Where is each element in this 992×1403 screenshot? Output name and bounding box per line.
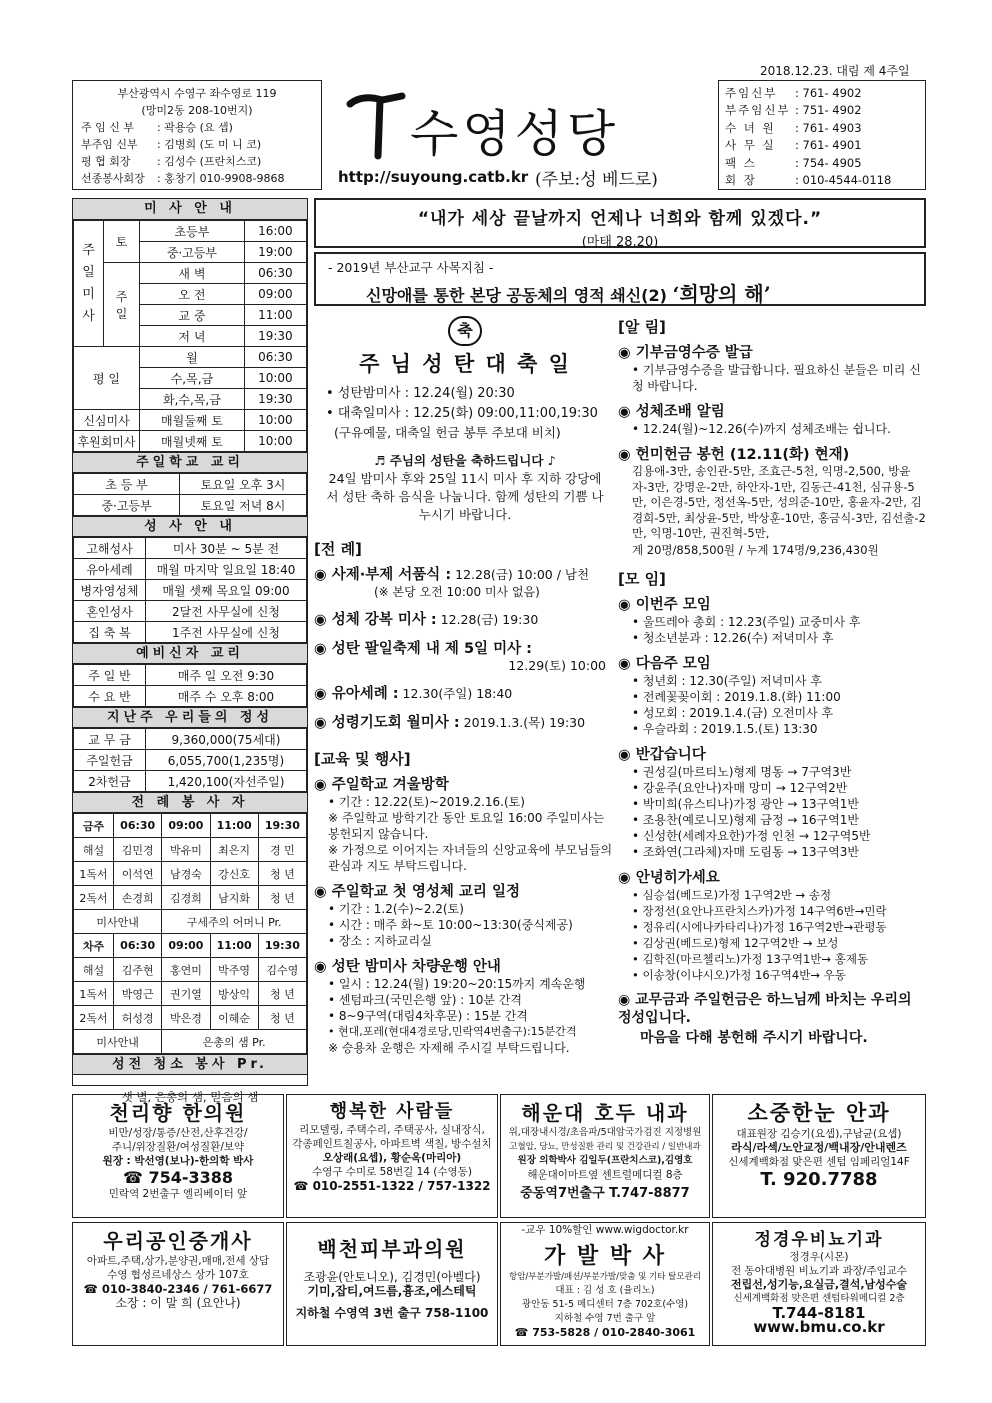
mass-cell: 16:00 (244, 221, 306, 242)
ad-line: 정경우(시몬) (789, 1251, 849, 1263)
first-communion-line: • 시간 : 매주 화~토 10:00~13:30(중식제공) (328, 918, 573, 932)
ad-title: 백천피부과의원 (317, 1237, 467, 1261)
meeting-line: • 우슬라회 : 2019.1.5.(토) 13:30 (632, 721, 818, 736)
table-cell: 김민경 (114, 838, 162, 862)
table-cell: 2차헌금 (74, 771, 146, 792)
farewell-line: • 장정선(요안나프란치스카)가정 14구역6반→민락 (632, 903, 887, 918)
table-cell: 해설 (74, 958, 114, 982)
notice-baptism: ◉ 유아세례 : 12.30(주일) 18:40 (314, 686, 513, 702)
ad-phone: 지하철 수영역 3번 출구 758-1100 (295, 1306, 489, 1320)
welcome-line: • 강윤주(요안나)자매 망미 → 12구역2반 (632, 780, 848, 795)
contact-box (718, 80, 926, 190)
donation-total: 계 20명/858,500원 / 누계 174명/9,236,430원 (632, 542, 879, 557)
ad-phone: T.744-8181 www.bmu.co.kr (753, 1304, 885, 1336)
table-cell: 11:00 (210, 814, 258, 838)
farewell-line: • 김상권(베드로)형제 12구역2반 → 보성 (632, 935, 839, 950)
farewell-line: • 정유리(시에나카타리나)가정 16구역2반→관평동 (632, 919, 887, 934)
mass-cell: 중·고등부 (140, 242, 245, 263)
ad-line: 라식/라섹/노안교정/백내장/안내렌즈 (731, 1141, 907, 1154)
table-cell: 주 일 반 (74, 665, 146, 686)
ad-line: 각종페인트칠공사, 아파트벽 색칠, 방수설치 (292, 1138, 492, 1150)
meeting-line: • 청년회 : 12.30(주일) 저녁미사 후 (632, 673, 822, 688)
mass-cell: 월 (140, 347, 245, 368)
ad-line: 해운대이마트옆 센트럴메디컬 8층 (527, 1169, 683, 1181)
farewell-line: • 이송창(이냐시오)가정 16구역4반→ 우동 (632, 967, 846, 982)
contact-row: 수 녀 원 : 761- 4903 (725, 120, 862, 135)
shuttle-line: • 일시 : 12.24(월) 19:20~20:15까지 계속운행 (328, 977, 586, 991)
receipt-line: • 기부금영수증을 발급합니다. 필요하신 분들은 미리 신청 바랍니다. (632, 363, 921, 393)
table-cell: 매월 셋째 목요일 09:00 (146, 580, 307, 601)
notices-title: [알 림] (618, 318, 666, 336)
table-cell: 청 년 (258, 1006, 306, 1030)
table-cell: 2달전 사무실에 신청 (146, 601, 307, 622)
notice-ordination: ◉ 사제·부제 서품식 : 12.28(금) 10:00 / 남천 (314, 567, 590, 583)
winter-break-line: ※ 가정으로 이어지는 자녀들의 신앙교육에 부모님들의 관심과 지도 부탁드립니다. (328, 843, 613, 873)
meeting-line: • 청소년분과 : 12.26(수) 저녁미사 후 (632, 630, 834, 645)
mass-cell: 10:00 (244, 410, 306, 431)
sun-label: 주 일 (104, 263, 140, 347)
table-cell: 11:00 (210, 934, 258, 958)
offering-table (73, 728, 307, 792)
ad-line: -교우 10%할인 www.wigdoctor.kr (521, 1224, 689, 1236)
offering-title: 지난주 우리들의 정성 (73, 707, 307, 728)
ad-line: 신세계백화점 맞은편 센텀 임페리얼14F (728, 1156, 910, 1168)
table-cell: 1주전 사무실에 신청 (146, 622, 307, 643)
mass-cell: 오 전 (140, 284, 245, 305)
pastoral-guideline-box (314, 252, 926, 306)
ad-title: 행복한 사람들 (329, 1101, 455, 1122)
christmas-title: 주 님 성 탄 대 축 일 (359, 352, 571, 376)
ad-dermatology (286, 1222, 498, 1346)
ad-line: 주니/위장질환/여성질환/보약 (111, 1141, 245, 1153)
sunday-mass-label: 주 일 미 사 (74, 221, 104, 347)
ad-line: 대표원장 김승기(요셉),구남균(요셉) (736, 1128, 902, 1140)
donation-list: 김용애-3만, 송인관-5만, 조효근-5천, 익명-2,500, 방윤자-3만, 강명운-2만, 하안자-1만, 김동근-41천, 심규용-5만, 이은경-5만, 정선옥-5만, 성의준-10만, 홍윤자-2만, 김경희-5만, 최상윤-5만, 박상훈-10만, 홍금식-3만, 김선출-2만, 익명-10만, 권진혁-5만, (632, 464, 926, 540)
table-cell: 19:30 (258, 934, 306, 958)
address-line-2: (망미2동 208-10번지) (141, 104, 253, 117)
ad-phone: 중동역7번출구 T.747-8877 (520, 1186, 690, 1201)
table-cell: 청 년 (258, 862, 306, 886)
ad-line: 원장 의학박사 김일두(프란치스코),김영호 (517, 1155, 693, 1166)
ad-line: 수영구 수미로 58번길 14 (수영동) (312, 1166, 472, 1178)
ad-phone: ☎ 754-3388 (122, 1168, 234, 1187)
welcome-line: • 조용찬(예로니모)형제 금정 → 16구역1반 (632, 812, 859, 827)
table-cell: 차주 (74, 934, 114, 958)
ad-line: 기미,잡티,여드름,흉조,에스테틱 (307, 1284, 477, 1298)
shuttle-line: • 현대,포레(현대4경로당,민락역4번출구):15분간격 (328, 1025, 577, 1038)
catechumen-table (73, 664, 307, 707)
christmas-music-text: 24일 밤미사 후와 25일 11시 미사 후 지하 강당에서 성탄 축하 음식을 나눕니다. 함께 성탄의 기쁨 나누시기 바랍니다. (326, 471, 604, 522)
welcome-line: • 박미희(유스티나)가정 광안 → 13구역1반 (632, 796, 859, 811)
table-cell: 유아세례 (74, 559, 146, 580)
column-b (618, 314, 926, 1047)
sacraments-title: 성 사 안 내 (73, 516, 307, 537)
table-cell: 박주영 (210, 958, 258, 982)
ad-line: 위,대장내시경/초음파/5대암국가검진 지정병원 (508, 1127, 702, 1138)
table-cell: 박영근 (114, 982, 162, 1006)
mass-cell: 19:30 (244, 326, 306, 347)
ad-korean-medicine (72, 1094, 284, 1218)
table-cell: 토요일 오후 3시 (180, 474, 307, 495)
table-cell: 경 민 (258, 838, 306, 862)
scripture-quote: “내가 세상 끝날까지 언제나 너희와 함께 있겠다.” (417, 209, 823, 229)
table-cell: 1독서 (74, 982, 114, 1006)
winter-break-label: ◉ 주일학교 겨울방학 (314, 777, 449, 793)
contact-row: 부주임신부 : 751- 4902 (725, 103, 862, 118)
next-week-meetings-label: ◉ 다음주 모임 (618, 655, 711, 672)
ad-title: 천리향 한의원 (109, 1101, 247, 1125)
mass-cell: 초등부 (140, 221, 245, 242)
christmas-music-title: ♬ 주님의 성탄을 축하드립니다 ♪ (374, 453, 556, 468)
liturgy-notice-title: [전 례] (314, 540, 362, 558)
contact-row: 사 무 실 : 761- 4901 (725, 138, 862, 153)
mass-cell: 11:00 (244, 305, 306, 326)
first-communion-label: ◉ 주일학교 첫 영성체 교리 일정 (314, 884, 520, 900)
table-cell: 09:00 (162, 814, 210, 838)
ad-internal-medicine (500, 1094, 710, 1218)
notice-octave-sub: 12.29(토) 10:00 (508, 658, 606, 673)
parish-logo-area (330, 80, 716, 192)
table-cell: 청 년 (258, 982, 306, 1006)
ad-line: 전립선,성기능,요실금,결석,남성수술 (730, 1278, 908, 1291)
table-cell: 손경희 (114, 886, 162, 910)
sunday-school-table (73, 473, 307, 516)
ad-line: 대표 : 김 성 호 (율리노) (555, 1285, 655, 1296)
table-cell: 남경숙 (162, 862, 210, 886)
ad-real-estate (72, 1222, 284, 1346)
table-cell: 집 축 복 (74, 622, 146, 643)
table-cell: 1,420,100(자선주일) (146, 771, 307, 792)
table-cell: 혼인성사 (74, 601, 146, 622)
offering-message: ◉ 교무금과 주일헌금은 하느님께 바치는 우리의 정성입니다. (618, 991, 912, 1026)
left-column (72, 198, 308, 1104)
shuttle-label: ◉ 성탄 밤미사 차량운행 안내 (314, 959, 501, 975)
contact-row: 팩 스 : 754- 4905 (725, 155, 862, 170)
staff-row: 부주임 신부 : 김병희 (도 미 니 코) (81, 138, 262, 151)
farewell-label: ◉ 안녕히가세요 (618, 869, 720, 886)
notice-holy-spirit: ◉ 성령기도회 월미사 : 2019.1.3.(목) 19:30 (314, 715, 586, 731)
table-cell: 은총의 샘 Pr. (162, 1030, 307, 1054)
table-cell: 병자영성체 (74, 580, 146, 601)
ad-line: 지하철 수영 7번 출구 앞 (554, 1313, 656, 1324)
ad-title: 가 발 박 사 (544, 1243, 666, 1269)
table-cell: 중·고등부 (74, 495, 180, 516)
table-cell: 2독서 (74, 1006, 114, 1030)
table-cell: 청 년 (258, 886, 306, 910)
table-cell: 박은경 (162, 1006, 210, 1030)
pastoral-year: - 2019년 부산교구 사목지침 - (328, 260, 494, 275)
ad-line: 비만/성장/통증/산전,산후건강/ (108, 1127, 248, 1139)
table-cell: 매주 일 오전 9:30 (146, 665, 307, 686)
christmas-mass-2: • 대축일미사 : 12.25(화) 09:00,11:00,19:30 (326, 406, 598, 421)
welcome-label: ◉ 반갑습니다 (618, 746, 706, 763)
table-cell: 19:30 (258, 814, 306, 838)
ad-line: 전 동아대병원 비뇨기과 과장/주임교수 (731, 1265, 907, 1277)
table-cell: 허성경 (114, 1006, 162, 1030)
table-cell: 06:30 (114, 814, 162, 838)
mass-cell: 10:00 (244, 368, 306, 389)
this-week-meetings-label: ◉ 이번주 모임 (618, 596, 711, 613)
table-cell: 매주 수 오후 8:00 (146, 686, 307, 707)
table-cell: 강신호 (210, 862, 258, 886)
mass-cell: 매월둘째 토 (140, 410, 245, 431)
table-cell: 토요일 저녁 8시 (180, 495, 307, 516)
shuttle-line: ※ 승용차 운행은 자제해 주시길 부탁드립니다. (328, 1041, 570, 1055)
mass-table (73, 220, 307, 452)
liturgy-title: 전 례 봉 사 자 (73, 792, 307, 813)
logo-text: 수영성당 (410, 105, 620, 163)
notice-ordination-sub: (※ 본당 오전 10:00 미사 없음) (374, 585, 540, 599)
shuttle-line: • 센텀파크(국민은행 앞) : 10분 간격 (328, 993, 522, 1007)
mass-cell: 저 녁 (140, 326, 245, 347)
table-cell: 09:00 (162, 934, 210, 958)
mass-cell: 10:00 (244, 431, 306, 452)
mass-cell: 매월넷째 토 (140, 431, 245, 452)
table-cell: 미사안내 (74, 910, 162, 934)
table-cell: 이혜순 (210, 1006, 258, 1030)
table-cell: 구세주의 어머니 Pr. (162, 910, 307, 934)
ad-eye-clinic (712, 1094, 926, 1218)
table-cell: 06:30 (114, 934, 162, 958)
mass-cell: 화,수,목,금 (140, 389, 245, 410)
christmas-badge (314, 316, 616, 346)
table-cell: 해설 (74, 838, 114, 862)
ad-line: 소장 : 이 말 희 (요안나) (115, 1296, 241, 1310)
mass-cell: 09:00 (244, 284, 306, 305)
sacraments-table (73, 537, 307, 643)
table-cell: 초 등 부 (74, 474, 180, 495)
farewell-line: • 심승섭(베드로)가정 1구역2반 → 송정 (632, 887, 832, 902)
table-cell: 교 무 금 (74, 729, 146, 750)
ad-remodeling (286, 1094, 498, 1218)
table-cell: 미사안내 (74, 1030, 162, 1054)
ad-line: 아파트,주택,상가,분양권,매매,전세 상담 (86, 1255, 270, 1267)
table-cell: 6,055,700(1,235명) (146, 750, 307, 771)
meetings-title: [모 임] (618, 569, 666, 588)
ad-title: 소중한눈 안과 (747, 1100, 891, 1125)
liturgy-this-week-table (73, 813, 307, 1054)
notice-benediction: ◉ 성체 강복 미사 : 12.28(금) 19:30 (314, 612, 539, 628)
table-cell: 이석연 (114, 862, 162, 886)
table-cell: 2독서 (74, 886, 114, 910)
patron-saint: (주보:성 베드로) (535, 170, 658, 190)
welcome-line: • 권성길(마르티노)형제 명동 → 7구역3반 (632, 764, 852, 779)
ad-phone: ☎ 753-5828 / 010-2840-3061 (514, 1326, 696, 1339)
table-cell: 미사 30분 ~ 5분 전 (146, 538, 307, 559)
mass-cell: 06:30 (244, 347, 306, 368)
mass-cell: 06:30 (244, 263, 306, 284)
table-cell: 김주현 (114, 958, 162, 982)
table-cell: 주일헌금 (74, 750, 146, 771)
staff-row: 주 임 신 부 : 곽용승 (요 셉) (81, 121, 233, 134)
table-cell: 최은지 (210, 838, 258, 862)
welcome-line: • 신성한(세례자요한)가정 인천 → 12구역5반 (632, 828, 871, 843)
welcome-line: • 조화연(그라체)자매 도림동 → 13구역3반 (632, 844, 859, 859)
adoration-line: • 12.24(월)~12.26(수)까지 성체조배는 쉽니다. (632, 422, 891, 436)
staff-row: 평 협 회장 : 김성수 (프란치스코) (81, 155, 262, 168)
staff-row: 선종봉사회장 : 홍창기 010-9908-9868 (81, 172, 285, 185)
ad-line: 신세계백화점 맞은편 센텀타워메디컬 2층 (733, 1293, 905, 1304)
pastoral-theme: 신망애를 통한 본당 공동체의 영적 쇄신(2) ‘희망의 해’ (366, 282, 771, 306)
ad-line: 민락역 2번출구 엘리베이터 앞 (108, 1188, 248, 1200)
table-cell: 방상익 (210, 982, 258, 1006)
mass-cell: 수,목,금 (140, 368, 245, 389)
education-title: [교육 및 행사] (314, 750, 411, 768)
ad-title: 우리공인중개사 (103, 1229, 253, 1253)
parish-info-box (72, 80, 322, 190)
mass-cell: 19:30 (244, 389, 306, 410)
ad-wig-shop (500, 1222, 710, 1346)
table-cell: 매월 마지막 일요일 18:40 (146, 559, 307, 580)
notice-octave: ◉ 성탄 팔일축제 내 제 5일 미사 : (314, 641, 532, 657)
mass-cell: 신심미사 (74, 410, 140, 431)
website-link[interactable]: http://suyoung.catb.kr (338, 168, 529, 186)
donation-label: ◉ 헌미헌금 봉헌 (12.11(화) 현재) (618, 447, 850, 463)
cleaning-groups: 샛 별, 은총의 샘, 믿음의 샘 (121, 1090, 259, 1104)
table-cell: 9,360,000(75세대) (146, 729, 307, 750)
table-cell: 고해성사 (74, 538, 146, 559)
meeting-line: • 성모회 : 2019.1.4.(금) 오전미사 후 (632, 705, 834, 720)
scripture-reference: (마태 28,20) (581, 235, 659, 250)
ad-line: 항암/부분가발/패션/부분가발/맞춤 및 기타 탈모관리 (509, 1272, 701, 1282)
table-cell: 1독서 (74, 862, 114, 886)
ad-phone: T. 920.7788 (760, 1169, 878, 1190)
ad-phone: ☎ 010-2551-1322 / 757-1322 (293, 1179, 491, 1193)
ad-line: 광안동 51-5 메디센터 7층 702호(수영) (521, 1299, 689, 1310)
issue-date: 2018.12.23. 대림 제 4주일 (760, 64, 910, 78)
first-communion-line: • 기간 : 1.2(수)~2.2(토) (328, 902, 464, 916)
ad-line: 원장 : 박선영(보나)-한의학 박사 (102, 1155, 254, 1167)
table-cell: 권기열 (162, 982, 210, 1006)
table-cell: 김수영 (258, 958, 306, 982)
mass-cell: 후원회미사 (74, 431, 140, 452)
meeting-line: • 울뜨레아 총회 : 12.23(주일) 교중미사 후 (632, 614, 861, 629)
address-line-1: 부산광역시 수영구 좌수영로 119 (117, 87, 277, 100)
first-communion-line: • 장소 : 지하교리실 (328, 934, 432, 948)
sat-label: 토 (104, 221, 140, 263)
shuttle-line: • 8~9구역(대림4차후문) : 15분 간격 (328, 1009, 528, 1023)
farewell-line: • 김학진(마르첼리노)가정 13구역1반→ 홍제동 (632, 951, 869, 966)
ad-line: 오상래(요셉), 황순옥(마리아) (322, 1152, 462, 1164)
weekday-label: 평 일 (74, 347, 140, 410)
mass-title: 미 사 안 내 (73, 199, 307, 220)
ad-urology (712, 1222, 926, 1346)
column-a (314, 314, 616, 1056)
catechumen-title: 예비신자 교리 (73, 643, 307, 664)
mass-cell: 새 벽 (140, 263, 245, 284)
celebration-icon: 축 (448, 316, 482, 346)
ad-line: 조광윤(안토니오), 김경민(아벨다) (303, 1270, 481, 1284)
contact-row: 주임신부 : 761- 4902 (725, 86, 862, 100)
table-cell: 수 요 반 (74, 686, 146, 707)
table-cell: 홍연미 (162, 958, 210, 982)
table-cell: 금주 (74, 814, 114, 838)
parish-logo-icon (342, 86, 412, 166)
meeting-line: • 전례꽃꽂이회 : 2019.1.8.(화) 11:00 (632, 689, 841, 704)
cleaning-title: 성전 청소 봉사 Pr. (73, 1054, 307, 1075)
offering-message-sub: 마음을 다해 봉헌해 주시기 바랍니다. (640, 1029, 868, 1046)
ad-line: 고혈압, 당뇨, 만성질환 관리 및 건강관리 / 일반내과 (509, 1142, 701, 1152)
ad-title: 정경우비뇨기과 (754, 1230, 884, 1250)
adoration-label: ◉ 성체조배 알림 (618, 404, 725, 420)
ad-title: 해운대 호두 내과 (521, 1101, 689, 1125)
winter-break-line: • 기간 : 12.22(토)~2019.2.16.(토) (328, 795, 525, 809)
contact-row: 회 장 : 010-4544-0118 (725, 173, 892, 188)
christmas-mass-1: • 성탄밤미사 : 12.24(월) 20:30 (326, 386, 515, 401)
sunday-school-title: 주일학교 교리 (73, 452, 307, 473)
table-cell: 남지화 (210, 886, 258, 910)
mass-cell: 교 중 (140, 305, 245, 326)
ad-line: 수영 협성르네상스 상가 107호 (107, 1269, 249, 1281)
winter-break-line: ※ 주일학교 방학기간 동안 토요일 16:00 주일미사는 봉헌되지 않습니다. (328, 811, 605, 841)
receipt-label: ◉ 기부금영수증 발급 (618, 345, 753, 361)
mass-cell: 19:00 (244, 242, 306, 263)
ad-line: 리모델링, 주택수리, 주택공사, 실내장식, (299, 1124, 485, 1136)
table-cell: 박유미 (162, 838, 210, 862)
scripture-quote-box (314, 198, 926, 248)
christmas-note: (구유예물, 대축일 헌금 봉투 주보대 비치) (334, 425, 561, 440)
ad-phone: ☎ 010-3840-2346 / 761-6677 (83, 1282, 273, 1296)
table-cell: 김경희 (162, 886, 210, 910)
